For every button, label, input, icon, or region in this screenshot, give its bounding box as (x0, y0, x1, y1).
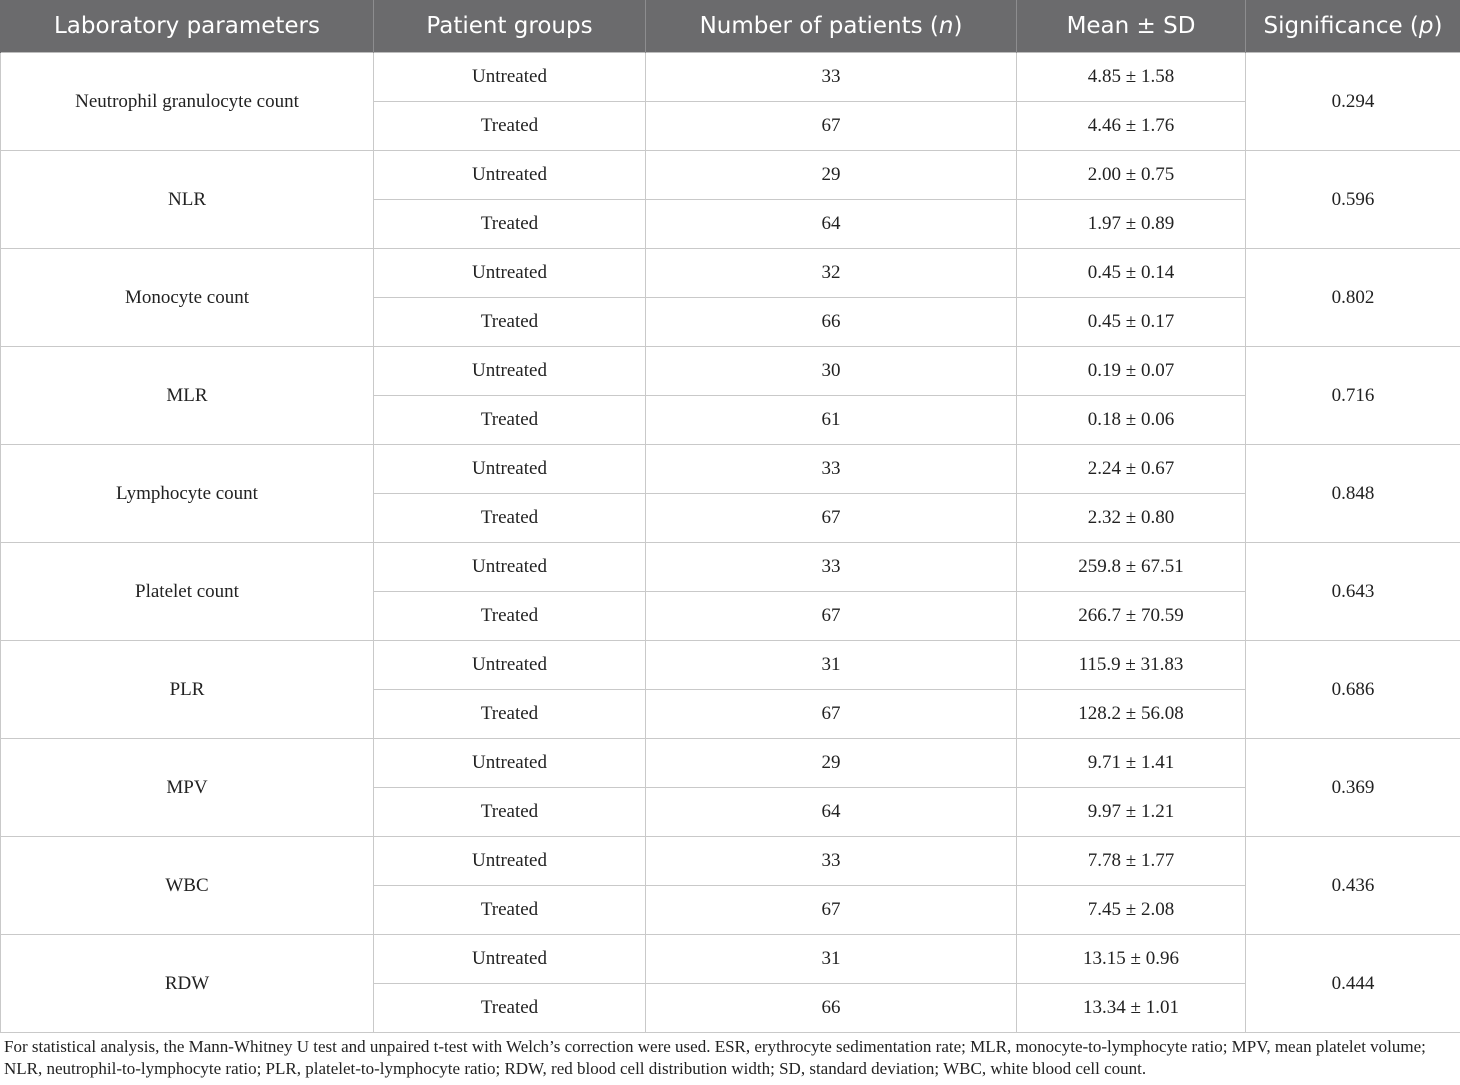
mean-sd-cell: 4.46 ± 1.76 (1017, 102, 1246, 151)
patient-count-cell: 64 (646, 200, 1017, 249)
parameter-cell: NLR (1, 151, 374, 249)
patient-count-cell: 29 (646, 739, 1017, 788)
patient-count-cell: 30 (646, 347, 1017, 396)
mean-sd-cell: 0.19 ± 0.07 (1017, 347, 1246, 396)
patient-count-cell: 33 (646, 837, 1017, 886)
group-cell: Treated (374, 396, 646, 445)
header-significance (1246, 0, 1460, 53)
patient-count-cell: 67 (646, 102, 1017, 151)
significance-cell: 0.643 (1246, 543, 1460, 641)
header-p-var: p (1418, 13, 1434, 39)
group-cell: Untreated (374, 53, 646, 102)
patient-count-cell: 66 (646, 984, 1017, 1033)
mean-sd-cell: 0.45 ± 0.14 (1017, 249, 1246, 298)
group-cell: Untreated (374, 347, 646, 396)
patient-count-cell: 61 (646, 396, 1017, 445)
group-cell: Untreated (374, 249, 646, 298)
parameter-cell: PLR (1, 641, 374, 739)
table-row (1, 151, 1460, 200)
parameter-cell: Neutrophil granulocyte count (1, 53, 374, 151)
patient-count-cell: 33 (646, 445, 1017, 494)
patient-count-cell: 67 (646, 494, 1017, 543)
significance-cell: 0.686 (1246, 641, 1460, 739)
significance-cell: 0.848 (1246, 445, 1460, 543)
significance-cell: 0.802 (1246, 249, 1460, 347)
table-row (1, 543, 1460, 592)
group-cell: Treated (374, 102, 646, 151)
mean-sd-cell: 2.00 ± 0.75 (1017, 151, 1246, 200)
mean-sd-cell: 7.78 ± 1.77 (1017, 837, 1246, 886)
header-mean-sd (1017, 0, 1246, 53)
significance-cell: 0.716 (1246, 347, 1460, 445)
group-cell: Treated (374, 200, 646, 249)
group-cell: Untreated (374, 641, 646, 690)
group-cell: Untreated (374, 837, 646, 886)
group-cell: Untreated (374, 739, 646, 788)
mean-sd-cell: 266.7 ± 70.59 (1017, 592, 1246, 641)
table-row (1, 249, 1460, 298)
mean-sd-cell: 2.24 ± 0.67 (1017, 445, 1246, 494)
mean-sd-cell: 0.18 ± 0.06 (1017, 396, 1246, 445)
significance-cell: 0.436 (1246, 837, 1460, 935)
table-row (1, 347, 1460, 396)
mean-sd-cell: 7.45 ± 2.08 (1017, 886, 1246, 935)
table-footnote: For statistical analysis, the Mann-Whitney U test and unpaired t-test with Welch’s correction were used. ESR, erythrocyte sedimentation rate; MLR, monocyte-to-lymphocyte ratio; MPV, mean platelet volume; NLR, neutrophil-to-lymphocyte ratio; PLR, platelet-to-lymphocyte ratio; RDW, red blood cell distribution width; SD, standard deviation; WBC, white blood cell count. (4, 1037, 1426, 1078)
mean-sd-cell: 13.34 ± 1.01 (1017, 984, 1246, 1033)
parameter-cell: Lymphocyte count (1, 445, 374, 543)
header-patient-groups (374, 0, 646, 53)
table-row (1, 739, 1460, 788)
header-row (1, 0, 1460, 53)
group-cell: Treated (374, 494, 646, 543)
significance-cell: 0.444 (1246, 935, 1460, 1033)
header-p-suffix: ) (1433, 13, 1443, 39)
mean-sd-cell: 259.8 ± 67.51 (1017, 543, 1246, 592)
patient-count-cell: 33 (646, 53, 1017, 102)
header-n-prefix: Number of patients ( (699, 13, 939, 39)
parameter-cell: WBC (1, 837, 374, 935)
table-row (1, 935, 1460, 984)
group-cell: Treated (374, 886, 646, 935)
mean-sd-cell: 2.32 ± 0.80 (1017, 494, 1246, 543)
table-row (1, 445, 1460, 494)
group-cell: Treated (374, 984, 646, 1033)
mean-sd-cell: 0.45 ± 0.17 (1017, 298, 1246, 347)
group-cell: Untreated (374, 935, 646, 984)
header-parameter-text: Laboratory parameters (53, 13, 320, 39)
patient-count-cell: 29 (646, 151, 1017, 200)
group-cell: Treated (374, 690, 646, 739)
mean-sd-cell: 9.97 ± 1.21 (1017, 788, 1246, 837)
mean-sd-cell: 9.71 ± 1.41 (1017, 739, 1246, 788)
patient-count-cell: 32 (646, 249, 1017, 298)
mean-sd-cell: 115.9 ± 31.83 (1017, 641, 1246, 690)
header-n-suffix: ) (953, 13, 963, 39)
significance-cell: 0.596 (1246, 151, 1460, 249)
mean-sd-cell: 1.97 ± 0.89 (1017, 200, 1246, 249)
group-cell: Treated (374, 298, 646, 347)
header-p-prefix: Significance ( (1263, 13, 1419, 39)
table-body (1, 53, 1460, 1033)
patient-count-cell: 67 (646, 886, 1017, 935)
parameter-cell: RDW (1, 935, 374, 1033)
patient-count-cell: 33 (646, 543, 1017, 592)
parameter-cell: MLR (1, 347, 374, 445)
patient-count-cell: 66 (646, 298, 1017, 347)
group-cell: Treated (374, 592, 646, 641)
table-row (1, 837, 1460, 886)
parameter-cell: MPV (1, 739, 374, 837)
patient-count-cell: 67 (646, 690, 1017, 739)
patient-count-cell: 67 (646, 592, 1017, 641)
mean-sd-cell: 4.85 ± 1.58 (1017, 53, 1246, 102)
table-row (1, 641, 1460, 690)
group-cell: Untreated (374, 543, 646, 592)
patient-count-cell: 31 (646, 641, 1017, 690)
group-cell: Untreated (374, 151, 646, 200)
significance-cell: 0.369 (1246, 739, 1460, 837)
header-n-var: n (938, 13, 954, 39)
group-cell: Untreated (374, 445, 646, 494)
patient-count-cell: 64 (646, 788, 1017, 837)
patient-count-cell: 31 (646, 935, 1017, 984)
parameter-cell: Platelet count (1, 543, 374, 641)
group-cell: Treated (374, 788, 646, 837)
mean-sd-cell: 13.15 ± 0.96 (1017, 935, 1246, 984)
significance-cell: 0.294 (1246, 53, 1460, 151)
parameter-cell: Monocyte count (1, 249, 374, 347)
header-number-of-patients (646, 0, 1017, 53)
mean-sd-cell: 128.2 ± 56.08 (1017, 690, 1246, 739)
header-laboratory-parameters (1, 0, 374, 53)
table-row (1, 53, 1460, 102)
header-mean-text: Mean ± SD (1066, 13, 1196, 39)
header-group-text: Patient groups (426, 13, 593, 39)
